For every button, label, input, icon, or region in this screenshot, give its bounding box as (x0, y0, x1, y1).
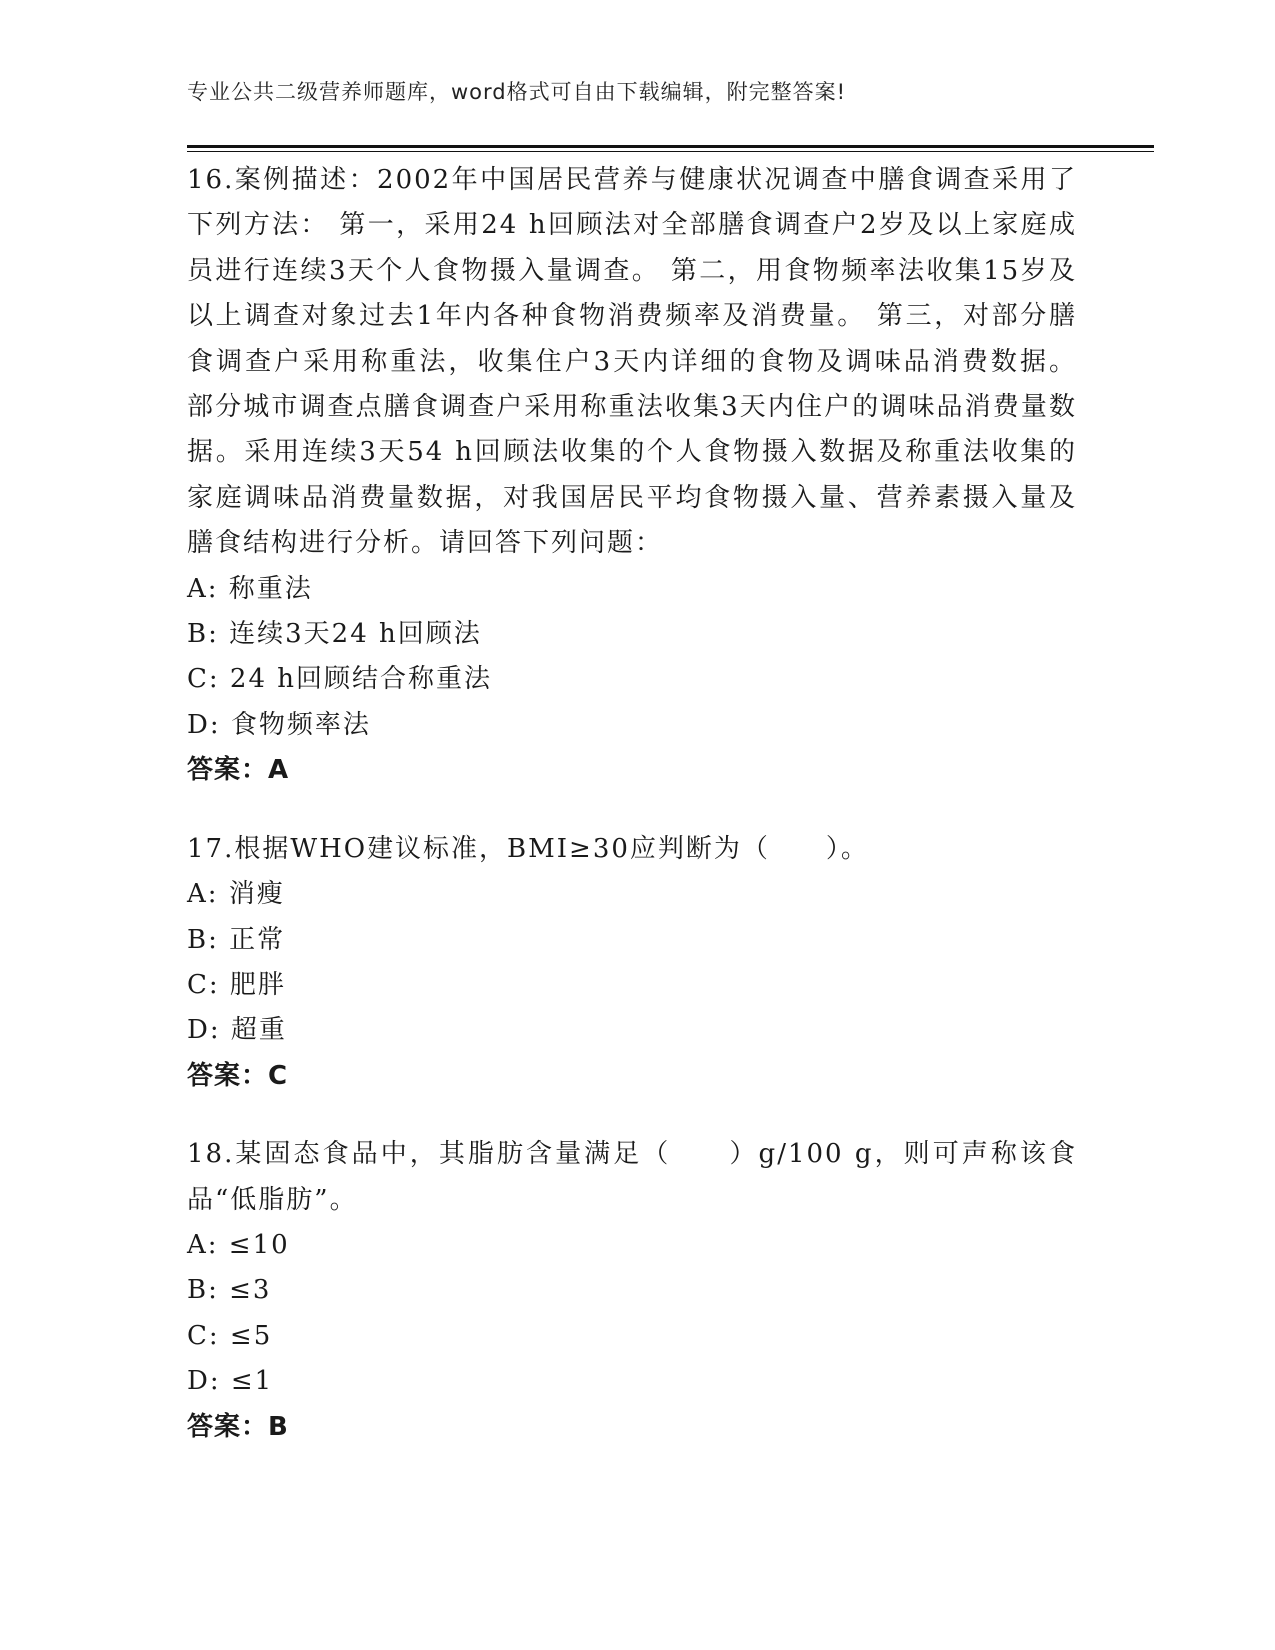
question-stem: 17.根据WHO建议标准，BMI≥30应判断为（ ）。 (187, 833, 869, 864)
question-17 (187, 827, 1077, 1099)
header-rule-thick (187, 145, 1154, 148)
option-c: C: 肥胖 (187, 969, 286, 1000)
answer-line: 答案：B (187, 1411, 289, 1442)
answer-line: 答案：A (187, 755, 290, 786)
header-rule-thin (187, 151, 1154, 152)
option-d: D: 食物频率法 (187, 709, 371, 740)
question-stem: 16.案例描述：2002年中国居民营养与健康状况调查中膳食调查采用了下列方法： 第一，采用24 h回顾法对全部膳食调查户2岁及以上家庭成员进行连续3天个人食物摄入量调查。 第二，用食物频率法收集15岁及以上调查对象过去1年内各种食物消费频率及消费量。 第三，对部分膳食调查户采用称重法，收集住户3天内详细的食物及调味品消费数据。 部分城市调查点膳食调查户采用称重法收集3天内住户的调味品消费量数据。采用连续3天54 h回顾法收集的个人食物摄入数据及称重法收集的家庭调味品消费量数据，对我国居民平均食物摄入量、营养素摄入量及膳食结构进行分析。请回答下列问题： (187, 165, 1077, 559)
option-b: B: 正常 (187, 924, 286, 955)
option-b: B: 连续3天24 h回顾法 (187, 619, 482, 650)
option-a: A: 消瘦 (187, 879, 285, 910)
option-a: A: 称重法 (187, 573, 313, 604)
page-header: 专业公共二级营养师题库，word格式可自由下载编辑，附完整答案! (187, 80, 847, 104)
option-d: D: 超重 (187, 1015, 287, 1046)
option-d: D: ≤1 (187, 1366, 274, 1397)
answer-line: 答案：C (187, 1060, 289, 1091)
option-c: C: 24 h回顾结合称重法 (187, 664, 493, 695)
question-stem: 18.某固态食品中，其脂肪含量满足（ ）g/100 g，则可声称该食品“低脂肪”。 (187, 1139, 1077, 1215)
option-c: C: ≤5 (187, 1320, 273, 1351)
option-b: B: ≤3 (187, 1275, 272, 1306)
question-list (187, 158, 1077, 1483)
option-a: A: ≤10 (187, 1229, 290, 1260)
question-16 (187, 158, 1077, 794)
question-18 (187, 1132, 1077, 1450)
